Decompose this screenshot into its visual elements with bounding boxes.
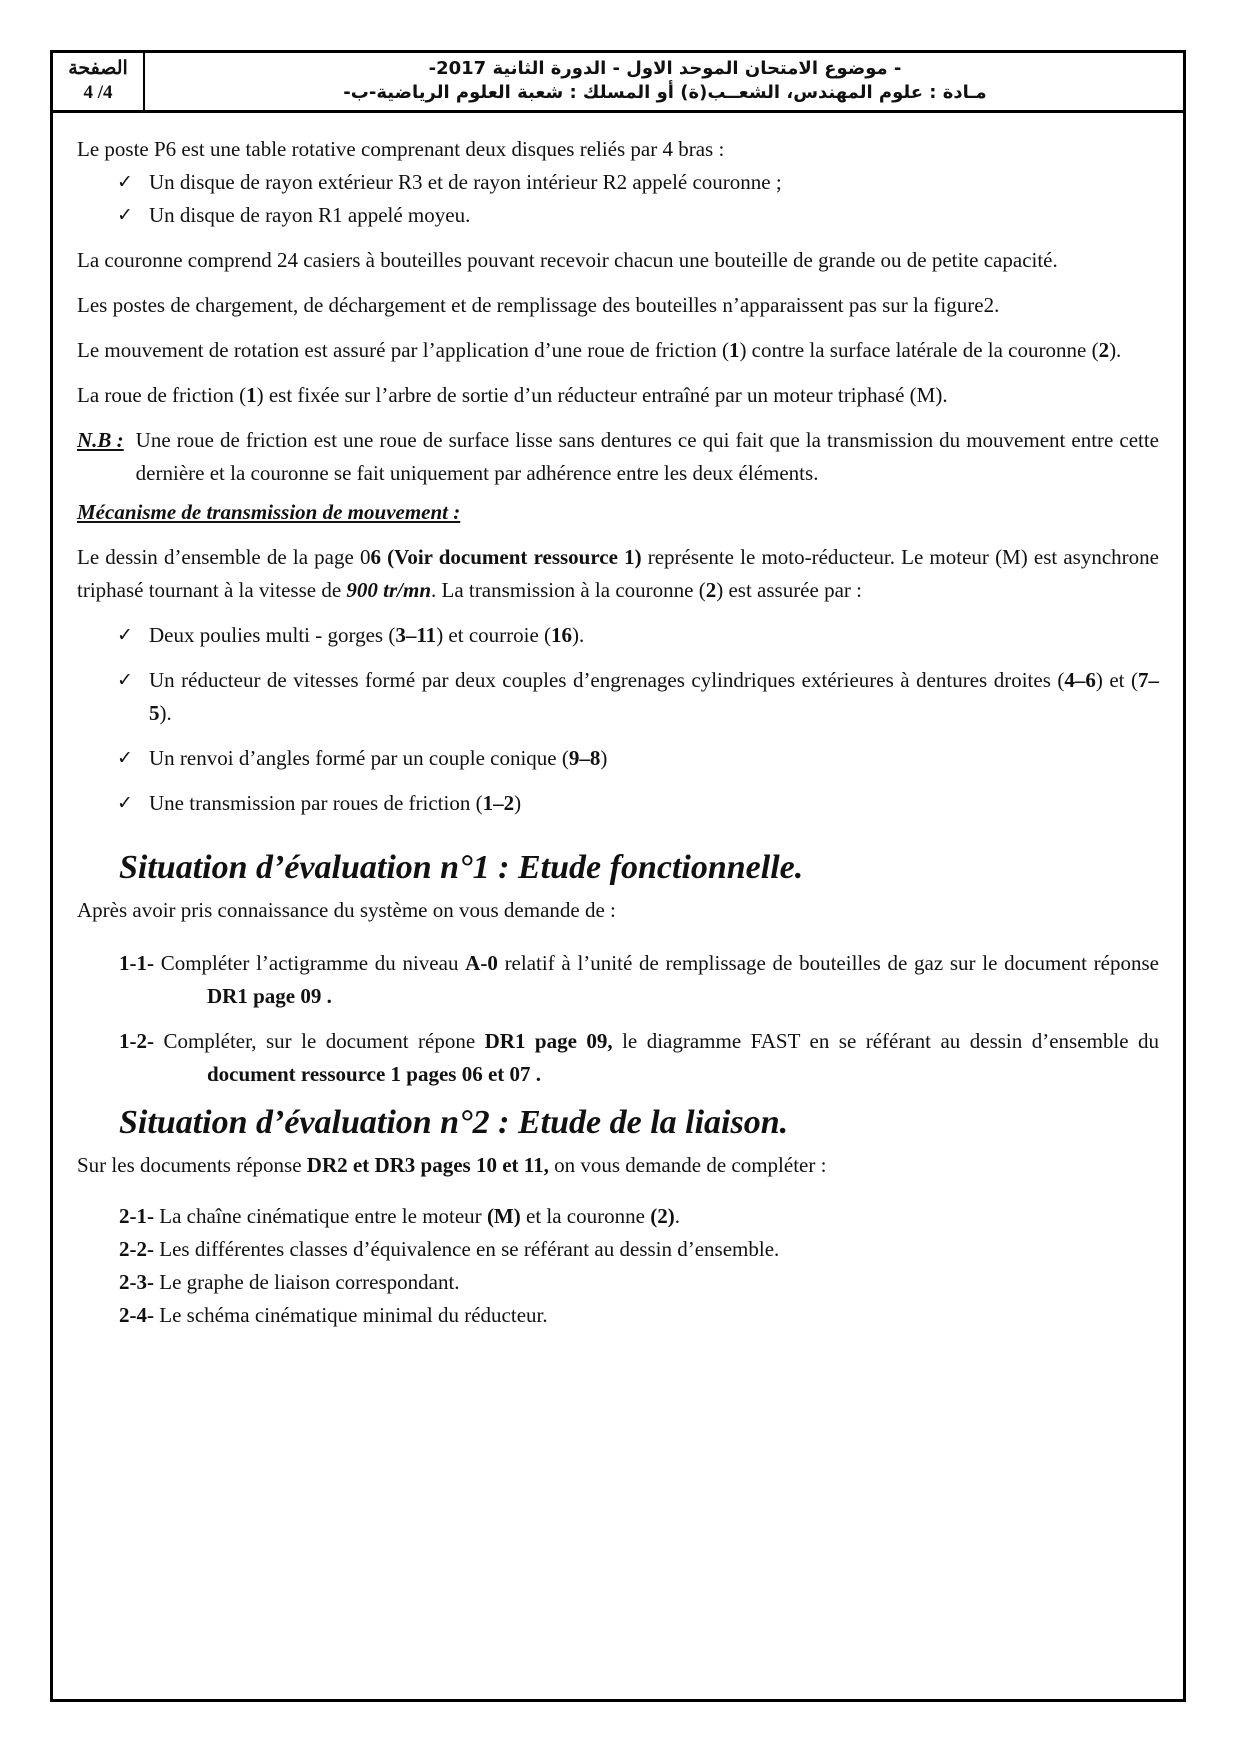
list-item: ✓ Un disque de rayon extérieur R3 et de rayon intérieur R2 appelé couronne ; <box>77 166 1159 199</box>
task-2-4: 2-4- Le schéma cinématique minimal du réducteur. <box>119 1303 548 1327</box>
situation1-intro: Après avoir pris connaissance du système on vous demande de : <box>77 898 616 922</box>
question-1-1: 1-1- Compléter l’actigramme du niveau A-0 relatif à l’unité de remplissage de bouteilles de gaz sur le document réponse DR1 page 09 . <box>119 951 1159 1008</box>
page-number-cell <box>53 53 145 110</box>
page-header <box>53 53 1183 113</box>
task-list <box>77 1200 1159 1332</box>
exam-title-line1: - موضوع الامتحان الموحد الاول - الدورة الثانية 2017- <box>428 58 902 79</box>
intro-paragraph-1: Le poste P6 est une table rotative comprenant deux disques reliés par 4 bras : <box>77 137 725 161</box>
situation1-title: Situation d’évaluation n°1 : Etude fonctionnelle. <box>119 849 804 886</box>
check-icon: ✓ <box>117 624 133 646</box>
exam-title-line2: مـادة : علوم المهندس، الشعــب(ة) أو المسلك : شعبة العلوم الرياضية-ب- <box>343 82 987 103</box>
nb-note <box>77 424 1159 490</box>
intro-paragraph-3: Les postes de chargement, de déchargement et de remplissage des bouteilles n’apparaissent pas sur la figure2. <box>77 293 1000 317</box>
page-content <box>77 133 1159 1332</box>
intro-paragraph-5: La roue de friction (1) est fixée sur l’arbre de sortie d’un réducteur entraîné par un moteur triphasé (M). <box>77 383 948 407</box>
page-label: الصفحة <box>68 58 128 79</box>
transmission-list <box>77 619 1159 820</box>
check-icon: ✓ <box>117 792 133 814</box>
check-icon: ✓ <box>117 669 133 691</box>
exam-header-text <box>147 53 1183 110</box>
task-2-2: 2-2- Les différentes classes d’équivalence en se référant au dessin d’ensemble. <box>119 1237 780 1261</box>
intro-paragraph-4: Le mouvement de rotation est assuré par l’application d’une roue de friction (1) contre la surface latérale de la couronne (2). <box>77 338 1122 362</box>
page-number: 4 /4 <box>83 82 113 103</box>
list-item: ✓ Une transmission par roues de friction (1–2) <box>77 787 1159 820</box>
nb-text: Une roue de friction est une roue de surface lisse sans dentures ce qui fait que la transmission du mouvement entre cette dernière et la couronne se fait uniquement par adhérence entre les deux éléments. <box>135 428 1159 485</box>
list-item: ✓ Deux poulies multi - gorges (3–11) et courroie (16). <box>77 619 1159 652</box>
disk-list <box>77 166 1159 232</box>
question-1-2: 1-2- Compléter, sur le document répone DR1 page 09, le diagramme FAST en se référant au dessin d’ensemble du document ressource 1 pages 06 et 07 . <box>119 1029 1159 1086</box>
task-2-1: 2-1- La chaîne cinématique entre le moteur (M) et la couronne (2). <box>119 1204 680 1228</box>
check-icon: ✓ <box>117 171 133 193</box>
check-icon: ✓ <box>117 204 133 226</box>
list-item: ✓ Un disque de rayon R1 appelé moyeu. <box>77 199 1159 232</box>
check-icon: ✓ <box>117 747 133 769</box>
nb-label: N.B : <box>77 428 124 452</box>
intro-paragraph-2: La couronne comprend 24 casiers à bouteilles pouvant recevoir chacun une bouteille de grande ou de petite capacité. <box>77 248 1058 272</box>
page-frame <box>50 50 1186 1702</box>
list-item: ✓ Un réducteur de vitesses formé par deux couples d’engrenages cylindriques extérieures à dentures droites (4–6) et (7–5). <box>77 664 1159 730</box>
mechanism-title: Mécanisme de transmission de mouvement : <box>77 500 461 524</box>
situation2-title: Situation d’évaluation n°2 : Etude de la liaison. <box>119 1104 789 1141</box>
list-item: ✓ Un renvoi d’angles formé par un couple conique (9–8) <box>77 742 1159 775</box>
situation2-intro: Sur les documents réponse DR2 et DR3 pages 10 et 11, on vous demande de compléter : <box>77 1153 827 1177</box>
task-2-3: 2-3- Le graphe de liaison correspondant. <box>119 1270 460 1294</box>
mechanism-paragraph: Le dessin d’ensemble de la page 06 (Voir document ressource 1) représente le moto-réducteur. Le moteur (M) est asynchrone triphasé tournant à la vitesse de 900 tr/mn. La transmission à la couronne (2) est assurée par : <box>77 545 1159 602</box>
